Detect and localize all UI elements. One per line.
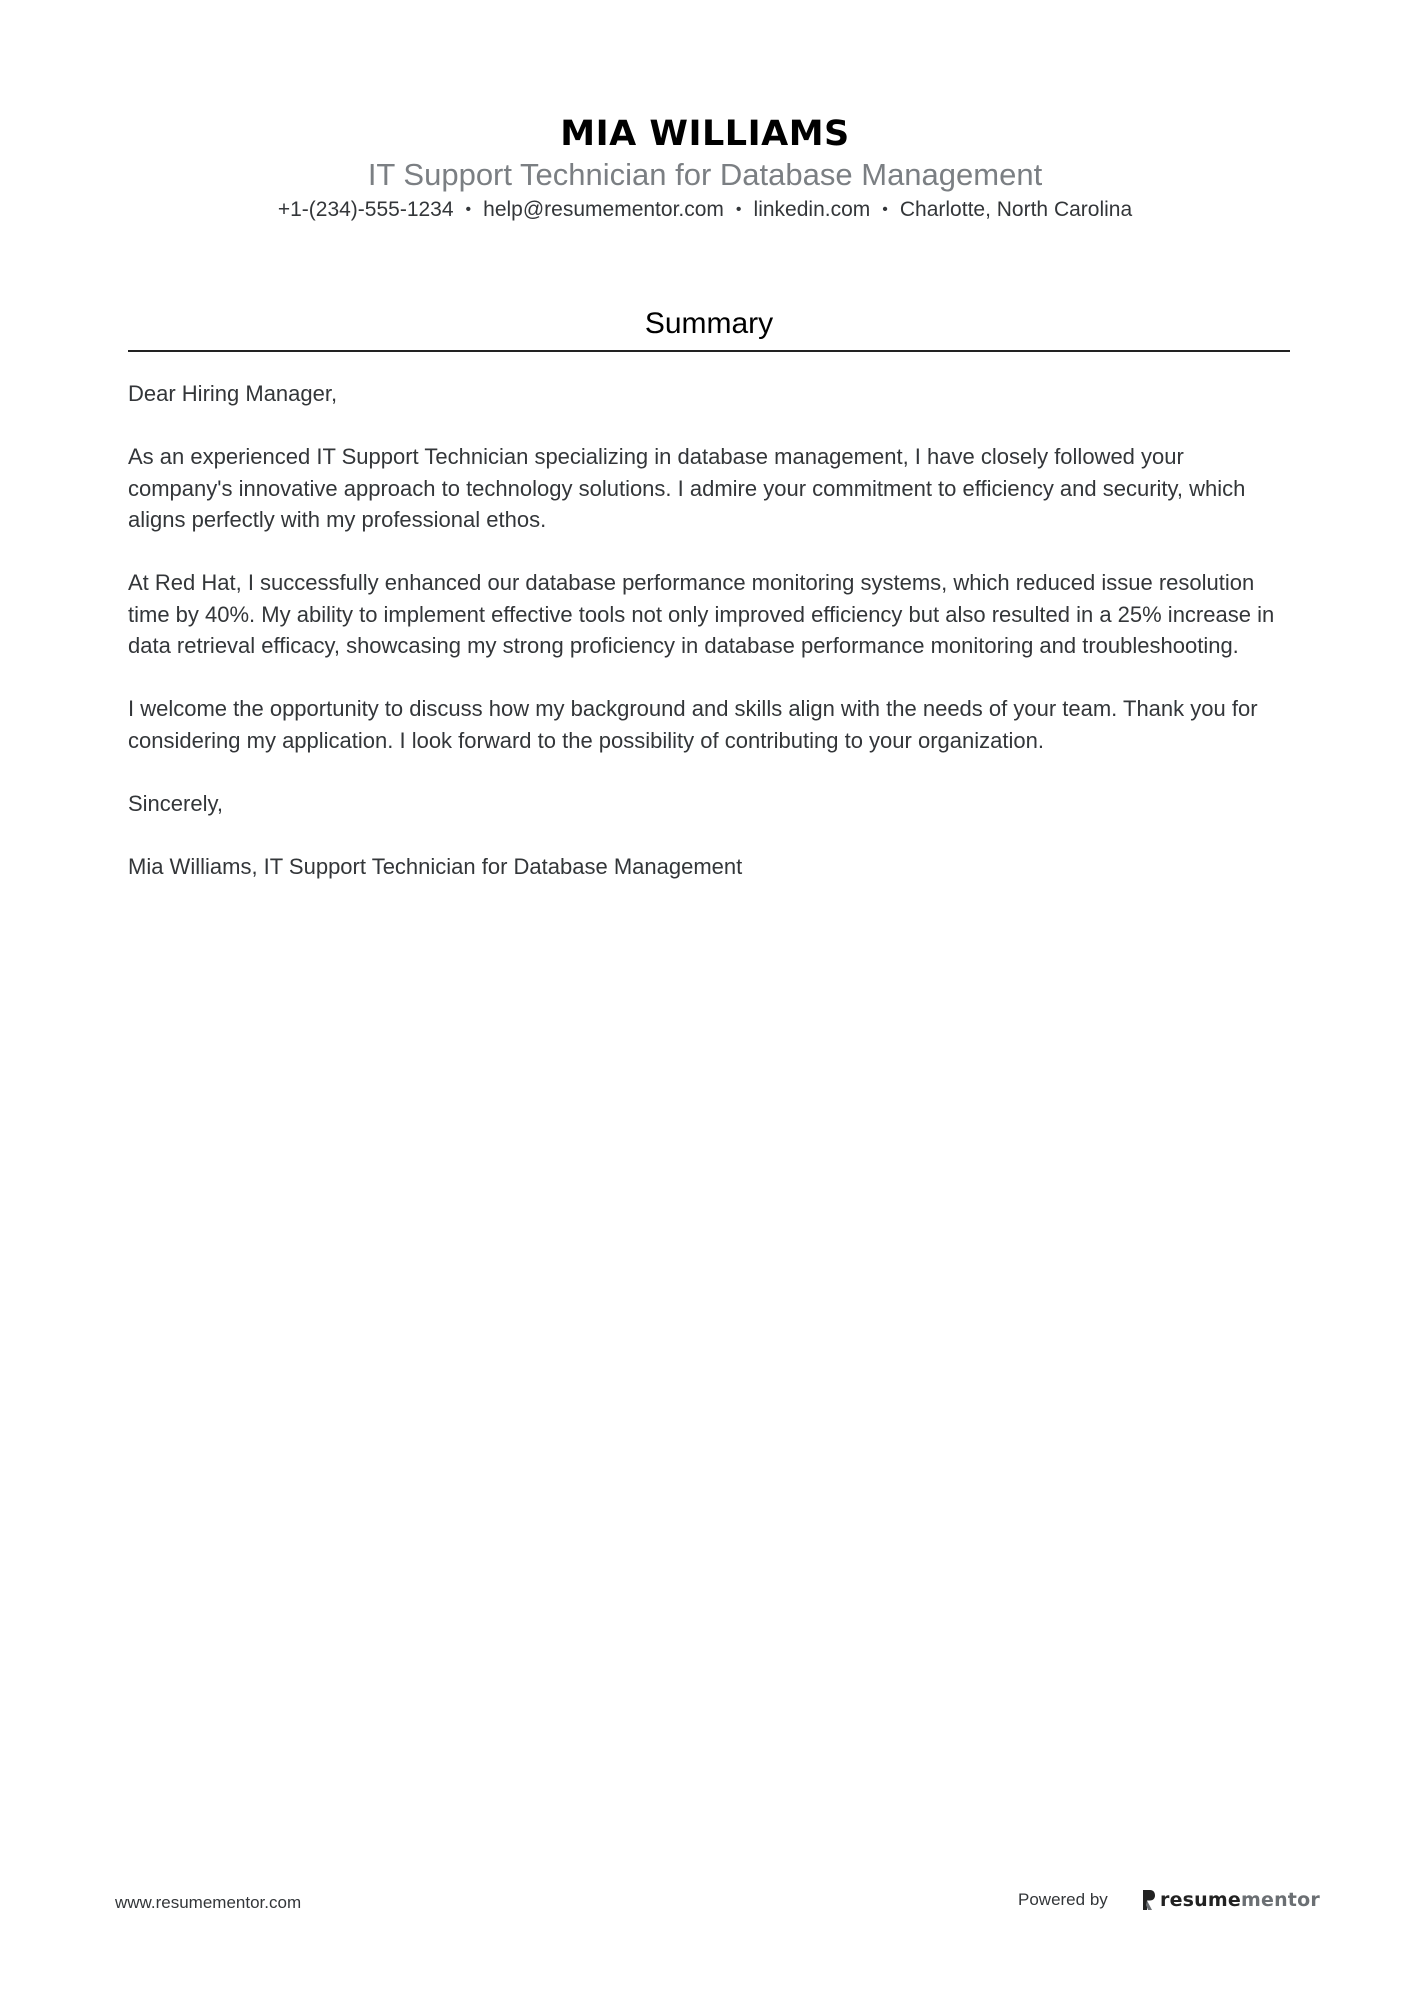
contact-phone: +1-(234)-555-1234 <box>277 198 454 221</box>
candidate-name: MIA WILLIAMS <box>560 114 850 154</box>
letter-signature: Mia Williams, IT Support Technician for Database Management <box>128 853 743 879</box>
header <box>0 112 1410 224</box>
job-title: IT Support Technician for Database Management <box>367 157 1043 192</box>
brand-logo <box>1141 1886 1320 1914</box>
brand-wordmark-light: mentor <box>1240 1889 1320 1911</box>
contact-linkedin: linkedin.com <box>753 198 871 221</box>
contact-separator: • <box>465 201 472 218</box>
letter-paragraph: As an experienced IT Support Technician specializing in database management, I have closely followed your company's innovative approach to technology solutions. I admire your commitment to efficiency and security, which aligns perfectly with my professional ethos. <box>128 444 1246 532</box>
letter-paragraph: I welcome the opportunity to discuss how my background and skills align with the needs of your team. Thank you for considering my application. I look forward to the possibility of contributing to your organization. <box>128 696 1258 753</box>
resumementor-logo-icon <box>1141 1889 1156 1911</box>
powered-by-label: Powered by <box>1018 1890 1108 1909</box>
letter-paragraph: At Red Hat, I successfully enhanced our database performance monitoring systems, which reduced issue resolution time by 40%. My ability to implement effective tools not only improved efficiency but also resulted in a 25% increase in data retrieval efficacy, showcasing my strong proficiency in database performance monitoring and troubleshooting. <box>128 570 1275 658</box>
contact-email: help@resumementor.com <box>483 198 724 221</box>
contact-line <box>0 196 1410 224</box>
section-divider <box>128 350 1290 352</box>
contact-separator: • <box>735 201 742 218</box>
brand-wordmark <box>1160 1889 1320 1911</box>
letter-body <box>128 378 1290 914</box>
section-title-summary: Summary <box>644 307 774 340</box>
footer-website: www.resumementor.com <box>115 1893 302 1912</box>
brand-wordmark-bold: resume <box>1160 1889 1241 1911</box>
letter-salutation: Dear Hiring Manager, <box>128 381 338 406</box>
contact-separator: • <box>882 201 888 218</box>
letter-closing: Sincerely, <box>128 790 223 816</box>
contact-location: Charlotte, North Carolina <box>899 198 1133 221</box>
